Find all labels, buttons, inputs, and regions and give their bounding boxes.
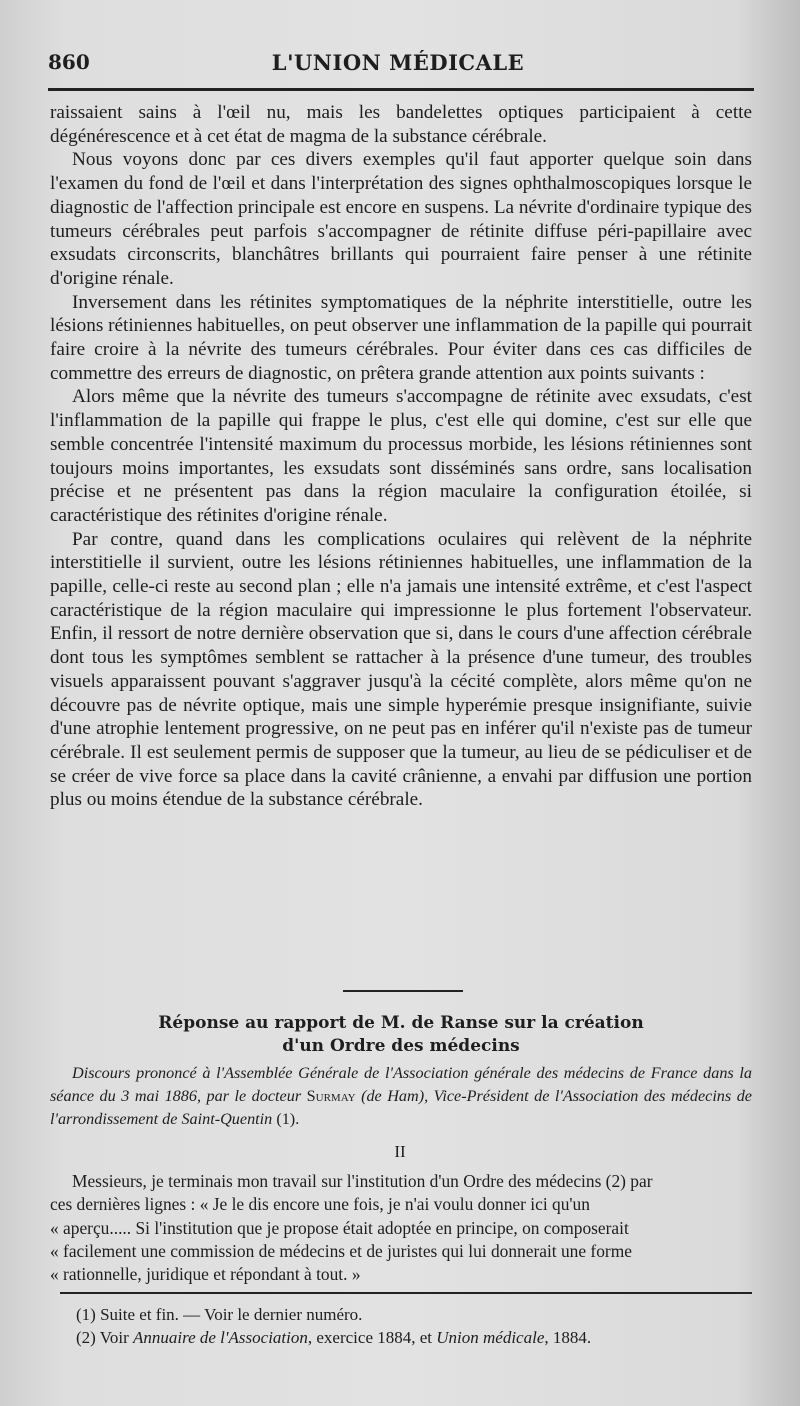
- text-line: « rationnelle, juridique et répondant à tout. »: [50, 1264, 361, 1285]
- subtitle-author: Surmay: [306, 1087, 356, 1105]
- paragraph: Par contre, quand dans les complications oculaires qui relèvent de la néphrite interstitielle il survient, outre les lésions rétiniennes habituelles, une inflammation de la papille, celle-ci reste au second plan ; elle n'a jamais une intensité extrême, et c'est l'aspect caractéristique de la région maculaire qui impressionne le plus fortement l'observateur. Enfin, il ressort de notre dernière observation que si, dans le cours d'une affection cérébrale dont tous les symptômes semblent se rattacher à la présence d'une tumeur, des troubles visuels apparaissent pouvant s'aggraver jusqu'à la cécité complète, alors même qu'on ne découvre pas de névrite optique, mais une simple hyperémie presque insignifiante, suivie d'une atrophie lentement progressive, on ne peut pas en inférer qu'il n'existe pas de tumeur cérébrale. Il est seulement permis de supposer que la tumeur, au lieu de se pédiculiser et de se créer de vive force sa place dans la cavité crânienne, a envahi par diffusion une portion plus ou moins étendue de la substance cérébrale.: [50, 528, 752, 811]
- text-line: « facilement une commission de médecins et de juristes qui lui donnerait une forme: [50, 1240, 632, 1261]
- subtitle-text: (de Ham), Vice-Président de l'Association des médecins de l'arrondissement de Saint-Quentin: [50, 1087, 752, 1128]
- paragraph: Nous voyons donc par ces divers exemples qu'il faut apporter quelque soin dans l'examen du fond de l'œil et dans l'interprétation des signes ophthalmoscopiques lorsque le diagnostic de l'affection principale est encore en suspens. La névrite d'ordinaire typique des tumeurs cérébrales peut parfois s'accompagner de rétinite diffuse péri-papillaire avec exsudats circonscrits, blanchâtres brillants qui pourraient faire penser à une rétinite d'origine rénale.: [50, 149, 752, 289]
- subtitle-text: Discours prononcé à l'Assemblée Générale de l'Association générale des médecins de France dans la séance du 3 mai 1886, par le docteur: [50, 1064, 752, 1105]
- page-header: [48, 50, 748, 80]
- article-title: [50, 1012, 752, 1058]
- footnote-1: (1) Suite et fin. — Voir le dernier numéro.: [76, 1305, 363, 1324]
- running-title: L'UNION MÉDICALE: [271, 50, 525, 75]
- text-line: Messieurs, je terminais mon travail sur l'institution d'un Ordre des médecins (2) par: [72, 1171, 653, 1191]
- footnote-2-text: , 1884.: [544, 1328, 592, 1347]
- paragraph: Inversement dans les rétinites symptomatiques de la néphrite interstitielle, outre les lésions rétiniennes habituelles, on peut observer une inflammation de la papille qui pourrait faire croire à la névrite des tumeurs cérébrales. Pour éviter dans ces cas difficiles de commettre des erreurs de diagnostic, on prêtera grande attention aux points suivants :: [50, 291, 752, 384]
- page-number: 860: [48, 50, 90, 74]
- section-divider: [343, 990, 463, 992]
- footnote-2-title: Annuaire de l'Association: [133, 1328, 308, 1347]
- header-rule: [48, 88, 754, 91]
- footnote-2-text: , exercice 1884, et: [307, 1328, 437, 1347]
- paragraph: Alors même que la névrite des tumeurs s'accompagne de rétinite avec exsudats, c'est l'inflammation de la papille qui frappe le plus, c'est elle qui domine, c'est sur elle que semble concentrée l'intensité maximum du processus morbide, les lésions rétiniennes sont toujours moins importantes, les exsudats sont disséminés sans ordre, sans localisation précise et ne présentent pas dans la région maculaire la configuration étoilée, si caractéristique des rétinites d'origine rénale.: [50, 386, 752, 526]
- footnotes: [76, 1303, 756, 1349]
- footnote-2-title: Union médicale: [436, 1328, 545, 1347]
- body-text: [50, 101, 752, 812]
- footnote-rule: [60, 1292, 752, 1294]
- section-number: II: [394, 1142, 406, 1161]
- footnote-2-text: (2) Voir: [76, 1328, 133, 1347]
- paragraph-continued: raissaient sains à l'œil nu, mais les bandelettes optiques participaient à cette dégénérescence et à cet état de magma de la substance cérébrale.: [50, 102, 752, 147]
- article-title-line-1: Réponse au rapport de M. de Ranse sur la création: [158, 1013, 644, 1033]
- subtitle-note-ref: (1).: [272, 1110, 300, 1128]
- footnote-2: [76, 1326, 756, 1349]
- quote-text: [50, 1170, 752, 1286]
- text-line: « aperçu..... Si l'institution que je propose était adoptée en principe, on composerait: [50, 1217, 629, 1238]
- article-title-line-2: d'un Ordre des médecins: [282, 1036, 520, 1056]
- article-subtitle: [50, 1062, 752, 1131]
- text-line: ces dernières lignes : « Je le dis encore une fois, je n'ai voulu donner ici qu'un: [50, 1194, 590, 1215]
